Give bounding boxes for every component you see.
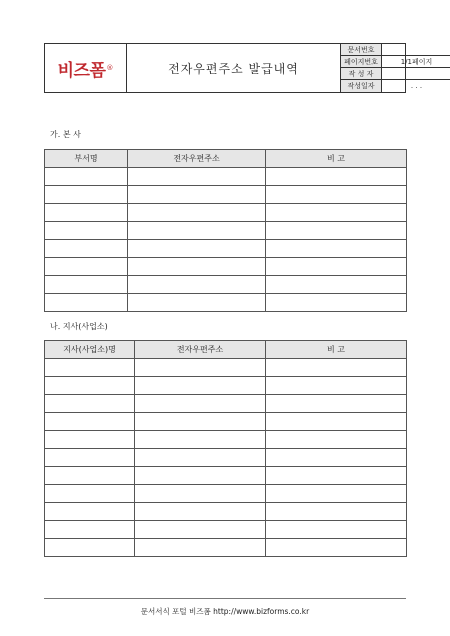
- table-cell[interactable]: [266, 222, 407, 240]
- table-row: [45, 377, 407, 395]
- table-cell[interactable]: [266, 539, 407, 557]
- table-cell[interactable]: [45, 222, 128, 240]
- table-cell[interactable]: [135, 521, 266, 539]
- table-cell[interactable]: [128, 276, 266, 294]
- table-cell[interactable]: [128, 240, 266, 258]
- table-cell[interactable]: [45, 240, 128, 258]
- table-cell[interactable]: [45, 485, 135, 503]
- table-row: [45, 359, 407, 377]
- table-row: [45, 467, 407, 485]
- table-row: [45, 204, 407, 222]
- table-row: [45, 276, 407, 294]
- table-row: [45, 485, 407, 503]
- table-cell[interactable]: [45, 168, 128, 186]
- table-cell[interactable]: [45, 395, 135, 413]
- meta-row-date: [341, 80, 423, 92]
- table-cell[interactable]: [45, 186, 128, 204]
- table-cell[interactable]: [266, 467, 407, 485]
- table-row: [45, 449, 407, 467]
- table-header-row: [45, 150, 407, 168]
- table-cell[interactable]: [128, 222, 266, 240]
- table-cell[interactable]: [135, 359, 266, 377]
- table-cell[interactable]: [128, 168, 266, 186]
- table-cell[interactable]: [135, 377, 266, 395]
- table-cell[interactable]: [45, 276, 128, 294]
- document-meta-table: [341, 44, 433, 92]
- document-title: 전자우편주소 발급내역: [127, 44, 341, 92]
- table-cell[interactable]: [45, 204, 128, 222]
- table-cell[interactable]: [266, 258, 407, 276]
- table-cell[interactable]: [135, 539, 266, 557]
- logo-text: 비즈폼: [57, 60, 106, 81]
- section-main-label: 가. 본 사: [50, 130, 81, 139]
- table-cell[interactable]: [266, 449, 407, 467]
- table-row: [45, 294, 407, 312]
- table-cell[interactable]: [266, 168, 407, 186]
- table-cell[interactable]: [45, 521, 135, 539]
- table-cell[interactable]: [266, 485, 407, 503]
- table-cell[interactable]: [128, 294, 266, 312]
- table-cell[interactable]: [266, 359, 407, 377]
- table-cell[interactable]: [266, 413, 407, 431]
- table-header-row: [45, 341, 407, 359]
- column-header: 비 고: [266, 341, 407, 359]
- table-cell[interactable]: [45, 377, 135, 395]
- table-row: [45, 413, 407, 431]
- meta-label: 페이지번호: [341, 56, 382, 68]
- table-row: [45, 539, 407, 557]
- table-cell[interactable]: [135, 431, 266, 449]
- table-cell[interactable]: [266, 294, 407, 312]
- column-header: 전자우편주소: [135, 341, 266, 359]
- column-header: 전자우편주소: [128, 150, 266, 168]
- table-cell[interactable]: [135, 503, 266, 521]
- table-cell[interactable]: [45, 449, 135, 467]
- table-cell[interactable]: [45, 467, 135, 485]
- footer-divider: [44, 598, 406, 599]
- branch-office-table: [44, 340, 407, 557]
- table-cell[interactable]: [135, 449, 266, 467]
- table-cell[interactable]: [135, 413, 266, 431]
- table-row: [45, 168, 407, 186]
- document-header: [44, 43, 433, 93]
- table-cell[interactable]: [45, 359, 135, 377]
- table-cell[interactable]: [135, 395, 266, 413]
- meta-value[interactable]: . . .: [410, 82, 423, 90]
- table-row: [45, 431, 407, 449]
- section-branch-label: 나. 지사(사업소): [50, 322, 108, 331]
- table-cell[interactable]: [128, 258, 266, 276]
- logo: [45, 44, 127, 92]
- table-cell[interactable]: [266, 431, 407, 449]
- table-cell[interactable]: [266, 276, 407, 294]
- main-office-table: [44, 149, 407, 312]
- table-cell[interactable]: [135, 485, 266, 503]
- meta-label: 작 성 자: [341, 68, 382, 80]
- table-cell[interactable]: [128, 186, 266, 204]
- meta-label: 문서번호: [341, 44, 382, 56]
- logo-registered-mark: ®: [106, 64, 114, 72]
- table-cell[interactable]: [45, 294, 128, 312]
- table-cell[interactable]: [45, 503, 135, 521]
- table-cell[interactable]: [266, 186, 407, 204]
- table-cell[interactable]: [266, 204, 407, 222]
- table-cell[interactable]: [266, 521, 407, 539]
- table-row: [45, 521, 407, 539]
- column-header: 부서명: [45, 150, 128, 168]
- table-cell[interactable]: [266, 377, 407, 395]
- table-row: [45, 258, 407, 276]
- table-row: [45, 503, 407, 521]
- table-cell[interactable]: [266, 240, 407, 258]
- table-cell[interactable]: [128, 204, 266, 222]
- table-row: [45, 186, 407, 204]
- table-row: [45, 222, 407, 240]
- table-cell[interactable]: [135, 467, 266, 485]
- column-header: 비 고: [266, 150, 407, 168]
- footer-text: 문서서식 포털 비즈폼 http://www.bizforms.co.kr: [140, 607, 310, 616]
- table-row: [45, 395, 407, 413]
- meta-value[interactable]: 1/1페이지: [400, 58, 433, 66]
- meta-label: 작성일자: [341, 80, 382, 92]
- column-header: 지사(사업소)명: [45, 341, 135, 359]
- table-cell[interactable]: [45, 258, 128, 276]
- table-cell[interactable]: [266, 503, 407, 521]
- table-cell[interactable]: [45, 413, 135, 431]
- table-row: [45, 240, 407, 258]
- table-cell[interactable]: [266, 395, 407, 413]
- table-cell[interactable]: [45, 539, 135, 557]
- table-cell[interactable]: [45, 431, 135, 449]
